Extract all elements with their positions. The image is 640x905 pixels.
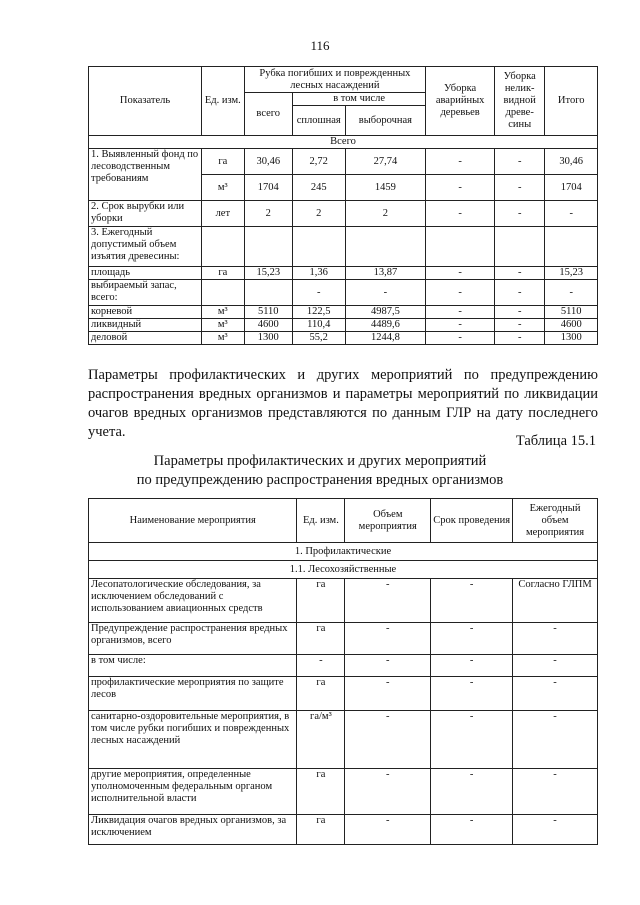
- cell-clear: 2,72: [292, 149, 345, 175]
- cell-emergency: -: [426, 175, 495, 201]
- header-unit: Ед. изм.: [297, 499, 345, 543]
- header-term: Срок проведения: [431, 499, 513, 543]
- cell-unit: лет: [202, 201, 244, 227]
- row-label: деловой: [89, 332, 202, 345]
- body-paragraph: Параметры профилактических и других мероприятий по предупреждению распространения вредных организмов и параметры мероприятий по ликвидации очагов вредных организмов представляются по данным ГЛР на дату последнего учета.: [88, 367, 598, 440]
- measure-name: Предупреждение распространения вредных организмов, всего: [89, 623, 297, 655]
- cell-empty: [292, 227, 345, 267]
- cell-selective: 4987,5: [345, 306, 426, 319]
- header-felling-total: всего: [244, 93, 292, 136]
- cell-total: 30,46: [244, 149, 292, 175]
- measure-unit: -: [297, 655, 345, 677]
- measure-unit: га: [297, 623, 345, 655]
- cell-emergency: -: [426, 332, 495, 345]
- measure-unit: га: [297, 815, 345, 845]
- cell-sum: 1300: [545, 332, 598, 345]
- cell-empty: [426, 227, 495, 267]
- measure-term: -: [431, 655, 513, 677]
- cell-unit: га: [202, 149, 244, 175]
- row-label: корневой: [89, 306, 202, 319]
- cell-nonliquid: -: [494, 267, 544, 280]
- cell-emergency: -: [426, 267, 495, 280]
- cell-clear: 245: [292, 175, 345, 201]
- cell-nonliquid: -: [494, 175, 544, 201]
- cell-empty: [494, 227, 544, 267]
- cell-empty: [345, 227, 426, 267]
- cell-total: 1704: [244, 175, 292, 201]
- measures-table: [88, 498, 598, 845]
- cell-total: [244, 280, 292, 306]
- row-label: 3. Ежегодный допустимый объем изъятия древесины:: [89, 227, 202, 267]
- cell-sum: -: [545, 201, 598, 227]
- header-unit: Ед. изм.: [202, 67, 244, 136]
- cell-unit: м³: [202, 319, 244, 332]
- row-label: ликвидный: [89, 319, 202, 332]
- header-total: Итого: [545, 67, 598, 136]
- header-clear: сплошная: [292, 106, 345, 136]
- cell-nonliquid: -: [494, 319, 544, 332]
- cell-clear: 55,2: [292, 332, 345, 345]
- cell-selective: 2: [345, 201, 426, 227]
- table-caption-line2: по предупреждению распространения вредных организмов: [136, 472, 504, 488]
- measure-term: -: [431, 677, 513, 711]
- measure-name: санитарно-оздоровительные мероприятия, в том числе рубки погибших и поврежденных лесных насаждений: [89, 711, 297, 769]
- measure-annual: -: [513, 677, 598, 711]
- section-all: Всего: [89, 136, 598, 149]
- measure-volume: -: [345, 769, 431, 815]
- measure-unit: га: [297, 769, 345, 815]
- measure-volume: -: [345, 677, 431, 711]
- measure-volume: -: [345, 711, 431, 769]
- measure-volume: -: [345, 579, 431, 623]
- header-indicator: Показатель: [89, 67, 202, 136]
- cell-total: 1300: [244, 332, 292, 345]
- cell-sum: 30,46: [545, 149, 598, 175]
- cell-selective: 4489,6: [345, 319, 426, 332]
- header-felling-group: Рубка погибших и поврежденных лесных насаждений: [244, 67, 426, 93]
- cell-selective: 13,87: [345, 267, 426, 280]
- measure-unit: га: [297, 677, 345, 711]
- table-number: Таблица 15.1: [515, 433, 596, 449]
- cell-nonliquid: -: [494, 306, 544, 319]
- header-non-liquid: Уборка нелик-видной древе-сины: [494, 67, 544, 136]
- measure-term: -: [431, 815, 513, 845]
- cell-clear: 122,5: [292, 306, 345, 319]
- cell-clear: -: [292, 280, 345, 306]
- cell-selective: 27,74: [345, 149, 426, 175]
- cell-nonliquid: -: [494, 332, 544, 345]
- cell-emergency: -: [426, 306, 495, 319]
- cell-sum: 4600: [545, 319, 598, 332]
- cell-unit: м³: [202, 332, 244, 345]
- cell-empty: [244, 227, 292, 267]
- cell-sum: 1704: [545, 175, 598, 201]
- measure-annual: Согласно ГЛПМ: [513, 579, 598, 623]
- cell-total: 5110: [244, 306, 292, 319]
- cell-empty: [545, 227, 598, 267]
- cell-emergency: -: [426, 319, 495, 332]
- page-number: 116: [310, 38, 330, 53]
- cell-sum: -: [545, 280, 598, 306]
- table-caption-line1: Параметры профилактических и других мероприятий: [153, 453, 487, 469]
- header-including: в том числе: [292, 93, 425, 106]
- measure-unit: га: [297, 579, 345, 623]
- cell-clear: 110,4: [292, 319, 345, 332]
- header-emergency: Уборка аварийных деревьев: [426, 67, 495, 136]
- cell-nonliquid: -: [494, 201, 544, 227]
- cell-unit: [202, 280, 244, 306]
- measure-name: другие мероприятия, определенные уполномоченным федеральным органом исполнительной власти: [89, 769, 297, 815]
- cell-unit: га: [202, 267, 244, 280]
- cell-emergency: -: [426, 280, 495, 306]
- cell-nonliquid: -: [494, 280, 544, 306]
- cell-emergency: -: [426, 201, 495, 227]
- cell-selective: 1244,8: [345, 332, 426, 345]
- measure-annual: -: [513, 655, 598, 677]
- cell-nonliquid: -: [494, 149, 544, 175]
- cell-selective: 1459: [345, 175, 426, 201]
- cell-clear: 2: [292, 201, 345, 227]
- measure-volume: -: [345, 655, 431, 677]
- measure-term: -: [431, 579, 513, 623]
- measure-name: Ликвидация очагов вредных организмов, за исключением: [89, 815, 297, 845]
- measure-term: -: [431, 623, 513, 655]
- measure-volume: -: [345, 815, 431, 845]
- cell-selective: -: [345, 280, 426, 306]
- measure-name: Лесопатологические обследования, за исключением обследований с использованием авиационных средств: [89, 579, 297, 623]
- cell-unit: м³: [202, 306, 244, 319]
- forest-felling-table: [88, 66, 598, 345]
- measure-unit: га/м³: [297, 711, 345, 769]
- cell-empty: [202, 227, 244, 267]
- cell-sum: 5110: [545, 306, 598, 319]
- cell-sum: 15,23: [545, 267, 598, 280]
- cell-clear: 1,36: [292, 267, 345, 280]
- measure-annual: -: [513, 623, 598, 655]
- cell-emergency: -: [426, 149, 495, 175]
- cell-unit: м³: [202, 175, 244, 201]
- header-selective: выборочная: [345, 106, 426, 136]
- measure-annual: -: [513, 815, 598, 845]
- cell-total: 4600: [244, 319, 292, 332]
- row-label: 2. Срок вырубки или уборки: [89, 201, 202, 227]
- header-annual: Ежегодный объем мероприятия: [513, 499, 598, 543]
- measure-annual: -: [513, 711, 598, 769]
- header-name: Наименование мероприятия: [89, 499, 297, 543]
- measure-name: в том числе:: [89, 655, 297, 677]
- row-label: 1. Выявленный фонд по лесоводственным требованиям: [89, 149, 202, 201]
- measure-name: профилактические мероприятия по защите лесов: [89, 677, 297, 711]
- row-label: выбираемый запас, всего:: [89, 280, 202, 306]
- section-forestry: 1.1. Лесохозяйственные: [89, 561, 598, 579]
- cell-total: 15,23: [244, 267, 292, 280]
- section-preventive: 1. Профилактические: [89, 543, 598, 561]
- measure-term: -: [431, 769, 513, 815]
- header-volume: Объем мероприятия: [345, 499, 431, 543]
- measure-volume: -: [345, 623, 431, 655]
- cell-total: 2: [244, 201, 292, 227]
- measure-term: -: [431, 711, 513, 769]
- row-label: площадь: [89, 267, 202, 280]
- measure-annual: -: [513, 769, 598, 815]
